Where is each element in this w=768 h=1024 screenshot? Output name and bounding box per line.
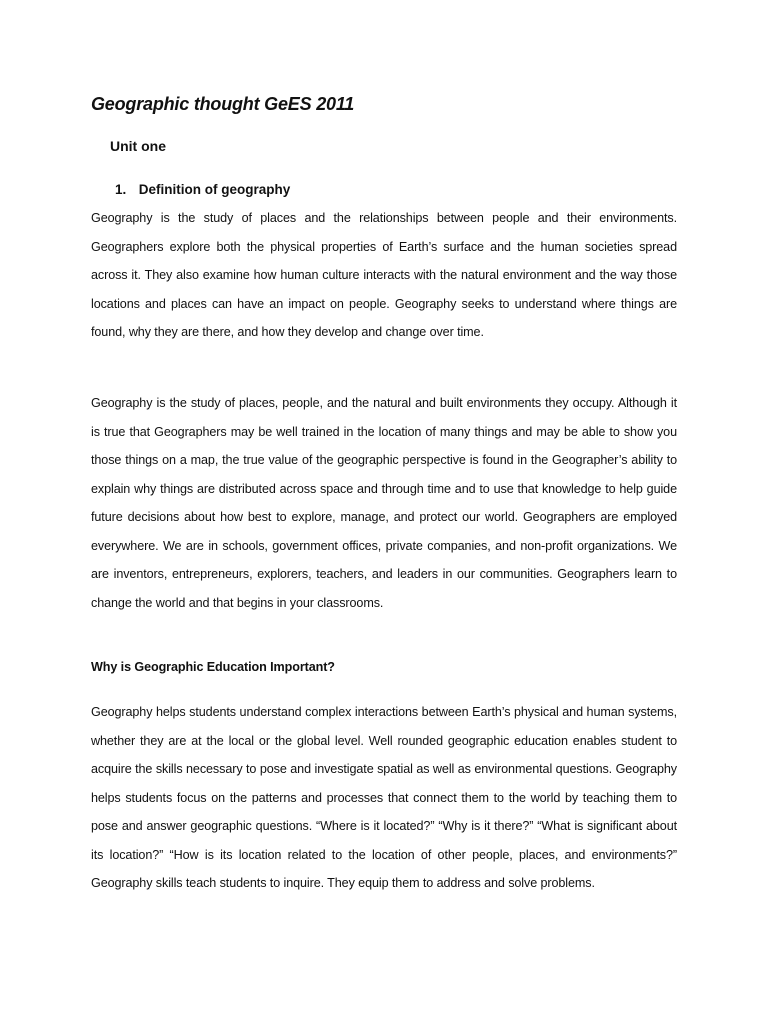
definition-paragraph-2: Geography is the study of places, people, and the natural and built environments they occupy. Although it is true that Geographers may be well trained in the location of many things and may be able to show you those things on a map, the true value of the geographic perspective is found in the Geographer’s ability to explain why things are distributed across space and through time and to use that knowledge to help guide future decisions about how best to explore, manage, and protect our world. Geographers are employed everywhere. We are in schools, government offices, private companies, and non-profit organizations. We are inventors, entrepreneurs, explorers, teachers, and leaders in our communities. Geographers learn to change the world and that begins in your classrooms. <box>91 396 677 610</box>
section-number: 1. <box>115 182 127 197</box>
definition-paragraph-1: Geography is the study of places and the relationships between people and their environments. Geographers explore both the physical properties of Earth’s surface and the human societies spread across it. They also examine how human culture interacts with the natural environment and the way those locations and places can have an impact on people. Geography seeks to understand where things are found, why they are there, and how they develop and change over time. <box>91 211 677 339</box>
education-paragraph: Geography helps students understand complex interactions between Earth’s physical and human systems, whether they are at the local or the global level. Well rounded geographic education enables student to acquire the skills necessary to pose and investigate spatial as well as environmental questions. Geography helps students focus on the patterns and processes that connect them to the world by teaching them to pose and answer geographic questions. “Where is it located?” “Why is it there?” “What is significant about its location?” “How is its location related to the location of other people, places, and environments?” Geography skills teach students to inquire. They equip them to address and solve problems. <box>91 705 677 890</box>
section-heading <box>115 182 290 197</box>
document-title: Geographic thought GeES 2011 <box>91 94 355 114</box>
section-title: Definition of geography <box>138 182 291 197</box>
education-subheading: Why is Geographic Education Important? <box>91 660 335 674</box>
unit-heading: Unit one <box>110 138 166 154</box>
